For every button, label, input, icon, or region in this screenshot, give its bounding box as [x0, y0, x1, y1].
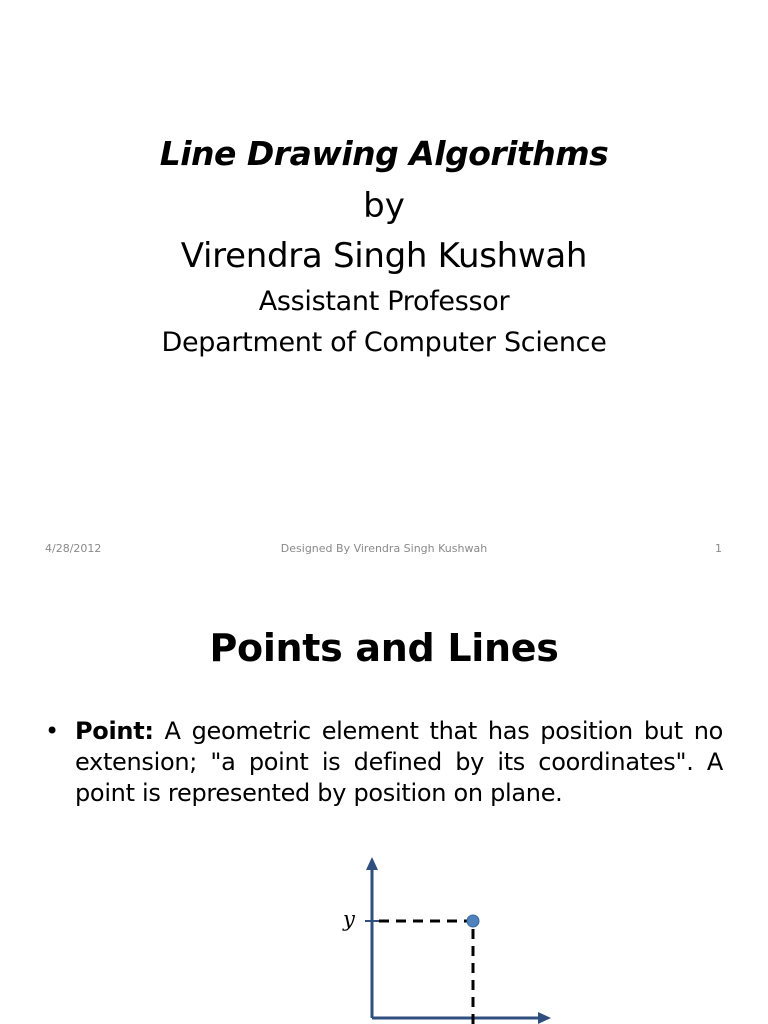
author-role: Assistant Professor — [258, 286, 510, 317]
slide-title: Points and Lines — [209, 626, 559, 670]
slide-title: Line Drawing Algorithms — [159, 134, 609, 173]
bullet-body: A geometric element that has position but no extension; "a point is defined by its coordinates". A point is represented by position on plane. — [75, 717, 723, 807]
footer-page-number: 1 — [715, 542, 722, 555]
point-marker — [467, 915, 479, 927]
slide-2 — [0, 576, 768, 1024]
author-name: Virendra Singh Kushwah — [180, 236, 588, 276]
y-axis-label: y — [343, 907, 355, 931]
bullet-marker: • — [45, 717, 60, 745]
by-text: by — [363, 186, 405, 226]
y-axis-arrowhead — [366, 857, 378, 870]
footer-credit: Designed By Virendra Singh Kushwah — [280, 542, 488, 555]
x-axis-arrowhead — [538, 1012, 551, 1024]
coordinate-figure — [0, 576, 768, 1024]
footer-date: 4/28/2012 — [45, 542, 102, 555]
bullet-term: Point: — [75, 717, 154, 745]
author-department: Department of Computer Science — [161, 327, 607, 358]
